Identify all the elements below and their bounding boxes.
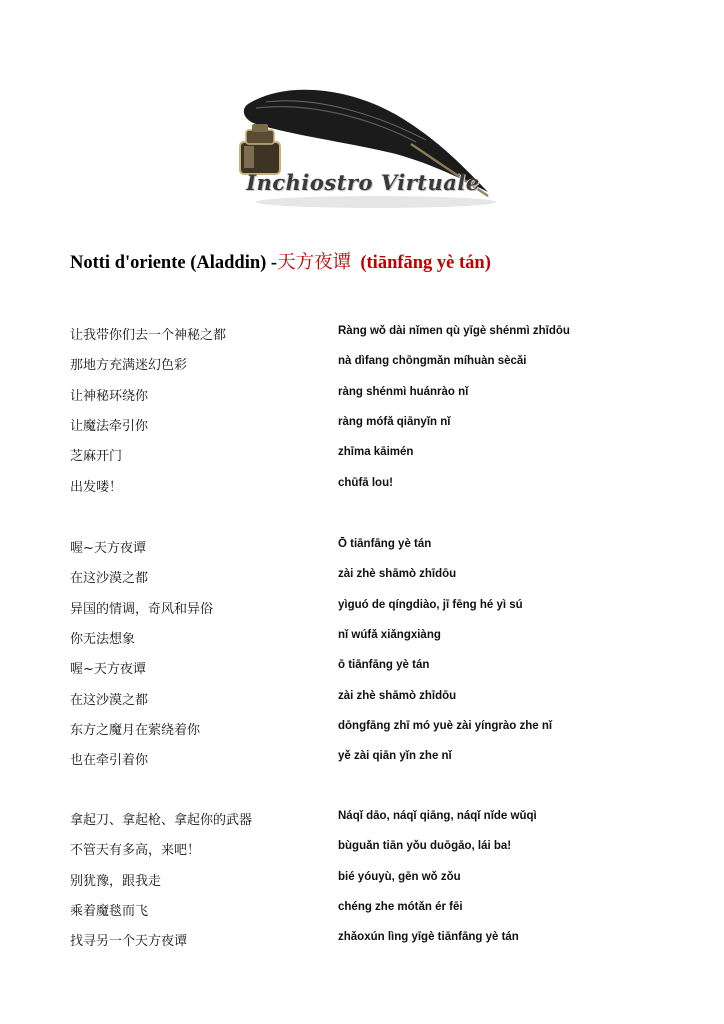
logo-text: Inchiostro Virtuale bbox=[246, 170, 480, 195]
lyric-chinese: 乘着魔毯而飞 bbox=[70, 903, 149, 919]
lyric-pinyin: zhīma kāimén bbox=[338, 446, 414, 459]
lyric-pinyin: bùguǎn tiān yǒu duōgāo, lái ba! bbox=[338, 840, 512, 853]
lyric-chinese: 喔~天方夜谭 bbox=[70, 662, 146, 678]
lyric-chinese: 找寻另一个天方夜谭 bbox=[70, 934, 188, 950]
lyric-chinese: 在这沙漠之都 bbox=[70, 571, 149, 587]
lyric-chinese: 不管天有多高，来吧！ bbox=[70, 843, 201, 859]
lyric-pinyin: ràng mófǎ qiānyǐn nǐ bbox=[338, 415, 451, 428]
lyric-chinese: 拿起刀、拿起枪、拿起你的武器 bbox=[70, 813, 253, 828]
title-pinyin: (tiānfāng yè tán) bbox=[360, 253, 491, 273]
lyric-pinyin: chūfā lou! bbox=[338, 476, 393, 489]
lyric-chinese: 在这沙漠之都 bbox=[70, 692, 149, 708]
lyric-pinyin: dōngfāng zhī mó yuè zài yíngrào zhe nǐ bbox=[338, 719, 553, 732]
lyric-chinese: 东方之魔月在萦绕着你 bbox=[70, 722, 201, 738]
logo bbox=[226, 84, 500, 210]
title-chinese: 天方夜谭 bbox=[277, 253, 352, 273]
lyric-chinese: 让神秘环绕你 bbox=[70, 388, 149, 404]
lyric-pinyin: ō tiānfāng yè tán bbox=[338, 659, 430, 672]
lyric-pinyin: Ràng wǒ dài nǐmen qù yīgè shénmì zhīdōu bbox=[338, 325, 570, 337]
lyric-pinyin: nà dìfang chōngmǎn míhuàn sècǎi bbox=[338, 355, 527, 368]
lyric-chinese: 喔~天方夜谭 bbox=[70, 541, 146, 556]
lyric-chinese: 出发喽！ bbox=[70, 479, 123, 495]
lyric-chinese: 异国的情调，奇风和异俗 bbox=[70, 601, 214, 617]
lyric-pinyin: nǐ wúfǎ xiǎngxiàng bbox=[338, 628, 441, 641]
lyric-pinyin: Ō tiānfāng yè tán bbox=[338, 538, 432, 550]
lyric-pinyin: zhǎoxún lìng yīgè tiānfāng yè tán bbox=[338, 931, 519, 944]
lyric-pinyin: bié yóuyù, gēn wǒ zǒu bbox=[338, 870, 461, 883]
lyric-chinese: 芝麻开门 bbox=[70, 449, 123, 465]
lyric-chinese: 别犹豫，跟我走 bbox=[70, 873, 162, 889]
lyric-chinese: 你无法想象 bbox=[70, 631, 136, 647]
lyric-pinyin: chéng zhe mótǎn ér fēi bbox=[338, 900, 463, 913]
lyric-pinyin: zài zhè shāmò zhīdōu bbox=[338, 568, 457, 581]
page-title bbox=[70, 248, 491, 274]
lyric-pinyin: zài zhè shāmò zhīdōu bbox=[338, 689, 457, 702]
lyric-pinyin: ràng shénmì huánrào nǐ bbox=[338, 385, 469, 398]
lyric-chinese: 让我带你们去一个神秘之都 bbox=[70, 328, 227, 343]
lyric-chinese: 也在牵引着你 bbox=[70, 753, 149, 769]
title-italian: Notti d'oriente (Aladdin) - bbox=[70, 253, 278, 273]
lyric-pinyin: yě zài qiān yǐn zhe nǐ bbox=[338, 750, 452, 763]
lyric-chinese: 那地方充满迷幻色彩 bbox=[70, 358, 188, 374]
lyric-chinese: 让魔法牵引你 bbox=[70, 418, 149, 434]
lyric-pinyin: Náqǐ dāo, náqǐ qiāng, náqǐ nǐde wǔqì bbox=[338, 810, 537, 822]
lyric-pinyin: yìguó de qíngdiào, jī fēng hé yì sú bbox=[338, 598, 523, 611]
